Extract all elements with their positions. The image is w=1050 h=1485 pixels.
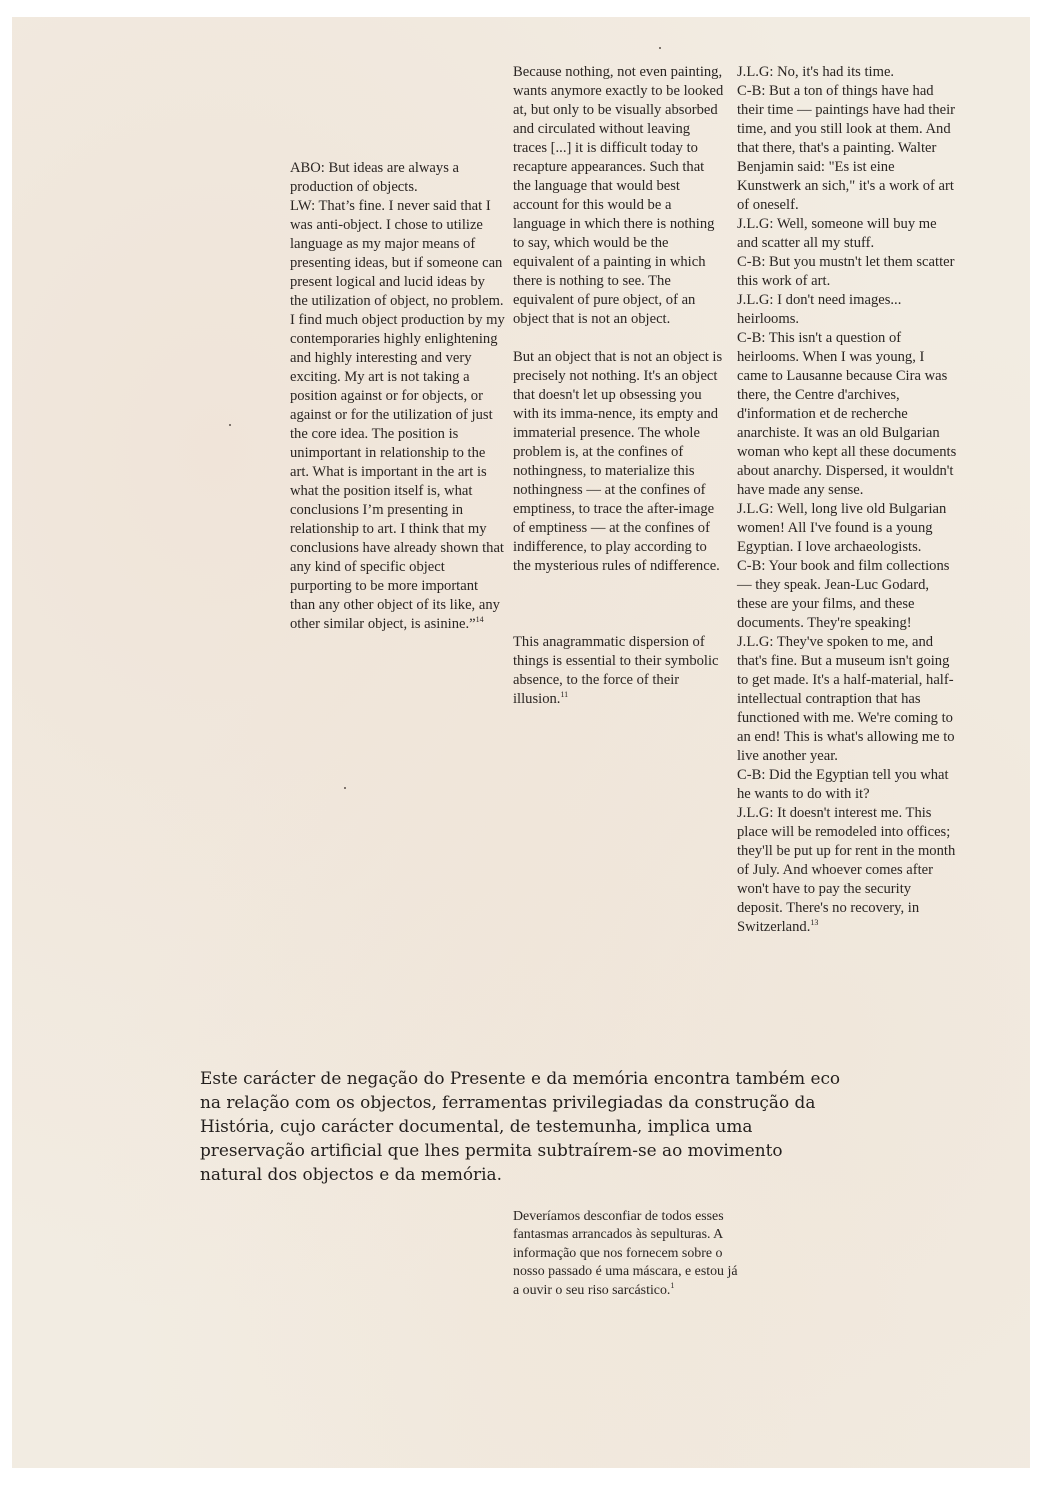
paragraph [513, 633, 725, 709]
dialogue-text: J.L.G: It doesn't interest me. This place will be remodeled into offices; they'll be put up for rent in the month of July. And whoever comes after won't have to pay the security deposit. There's no recovery, in Switzerland. [737, 805, 956, 935]
paper-speck [659, 47, 661, 49]
paragraph: But an object that is not an object is precisely not nothing. It's an object that doesn't let up obsessing you with its imma-nence, its empty and immaterial presence. The whole problem is, at the confines of nothingness, to materialize this nothingness — at the confines of emptiness, to trace the after-image of emptiness — at the confines of indifference, to play according to the mysterious rules of ndifference. [513, 349, 723, 574]
dialogue-line: J.L.G: Well, someone will buy me and scatter all my stuff. [737, 216, 937, 251]
dialogue-line: C-B: But you mustn't let them scatter this work of art. [737, 254, 955, 289]
column-middle [513, 63, 725, 709]
footnote-marker: 11 [560, 690, 569, 699]
statement-heading: Este carácter de negação do Presente e da memória encontra também eco na relação com os objectos, ferramentas privilegiadas da construção da História, cujo carácter documental, de testemunha, implica uma preservação artificial que lhes permita subtraírem-se ao movimento natural dos objectos e da memória. [200, 1068, 841, 1184]
paper-speck [229, 424, 231, 426]
dialogue-line [737, 804, 957, 937]
paragraph: Because nothing, not even painting, wants anymore exactly to be looked at, but only to be visually absorbed and circulated without leaving traces [...] it is difficult today to recapture appearances. Such that the language that would best account for this would be a language in which there is nothing to say, which would be the equivalent of a painting in which there is nothing to see. The equivalent of pure object, of an object that is not an object. [513, 64, 724, 327]
footnote-marker: 14 [475, 615, 484, 624]
dialogue-line: C-B: This isn't a question of heirlooms. When I was young, I came to Lausanne because Cira was there, the Centre d'archives, d'information et de recherche anarchiste. It was an old Bulgarian woman who kept all these documents about anarchy. Dispersed, it wouldn't have made any sense. [737, 330, 957, 498]
dialogue-line: J.L.G: Well, long live old Bulgarian women! All I've found is a young Egyptian. I love archaeologists. [737, 501, 947, 555]
footnote-marker: 13 [810, 918, 819, 927]
quote-portuguese [513, 1208, 743, 1300]
footnote-marker: 1 [670, 1280, 675, 1290]
paper-speck [344, 787, 346, 789]
paragraph-text: This anagrammatic dispersion of things is essential to their symbolic absence, to the force of their illusion. [513, 634, 719, 707]
column-right-dialogue [737, 63, 957, 937]
dialogue-line: C-B: Your book and film collections — they speak. Jean-Luc Godard, these are your films, and these documents. They're speaking! [737, 558, 950, 631]
dialogue-line: J.L.G: I don't need images... heirlooms. [737, 292, 902, 327]
dialogue-line: C-B: Did the Egyptian tell you what he wants to do with it? [737, 767, 949, 802]
dialogue-line: J.L.G: No, it's had its time. [737, 64, 895, 80]
paragraph: ABO: But ideas are always a production of objects. [290, 160, 459, 195]
paragraph [290, 197, 505, 634]
dialogue-line: C-B: But a ton of things have had their time — paintings have had their time, and you still look at them. And that there, that's a painting. Walter Benjamin said: "Es ist eine Kunstwerk an sich," it's a work of art of oneself. [737, 83, 956, 213]
quote-text: Deveríamos desconfiar de todos esses fantasmas arrancados às sepulturas. A informação que nos fornecem sobre o nosso passado é uma máscara, e estou já a ouvir o seu riso sarcástico. [513, 1209, 738, 1298]
paragraph-text: LW: That’s fine. I never said that I was anti-object. I chose to utilize language as my major means of presenting ideas, but if someone can present logical and lucid ideas by the utilization of object, no problem. I find much object production by my contemporaries highly enlightening and highly interesting and very exciting. My art is not taking a position against or for objects, or against or for the utilization of just the core idea. The position is unimportant in relationship to the art. What is important in the art is what the position itself is, what conclusions I’m presenting in relationship to art. I think that my conclusions have already shown that any kind of specific object purporting to be more important than any other object of its like, any other similar object, is asinine.” [290, 198, 505, 632]
column-left [290, 159, 505, 634]
dialogue-line: J.L.G: They've spoken to me, and that's fine. But a museum isn't going to get made. It's a half-material, half-intellectual contraption that has functioned with me. We're coming to an end! This is what's allowing me to live another year. [737, 634, 955, 764]
